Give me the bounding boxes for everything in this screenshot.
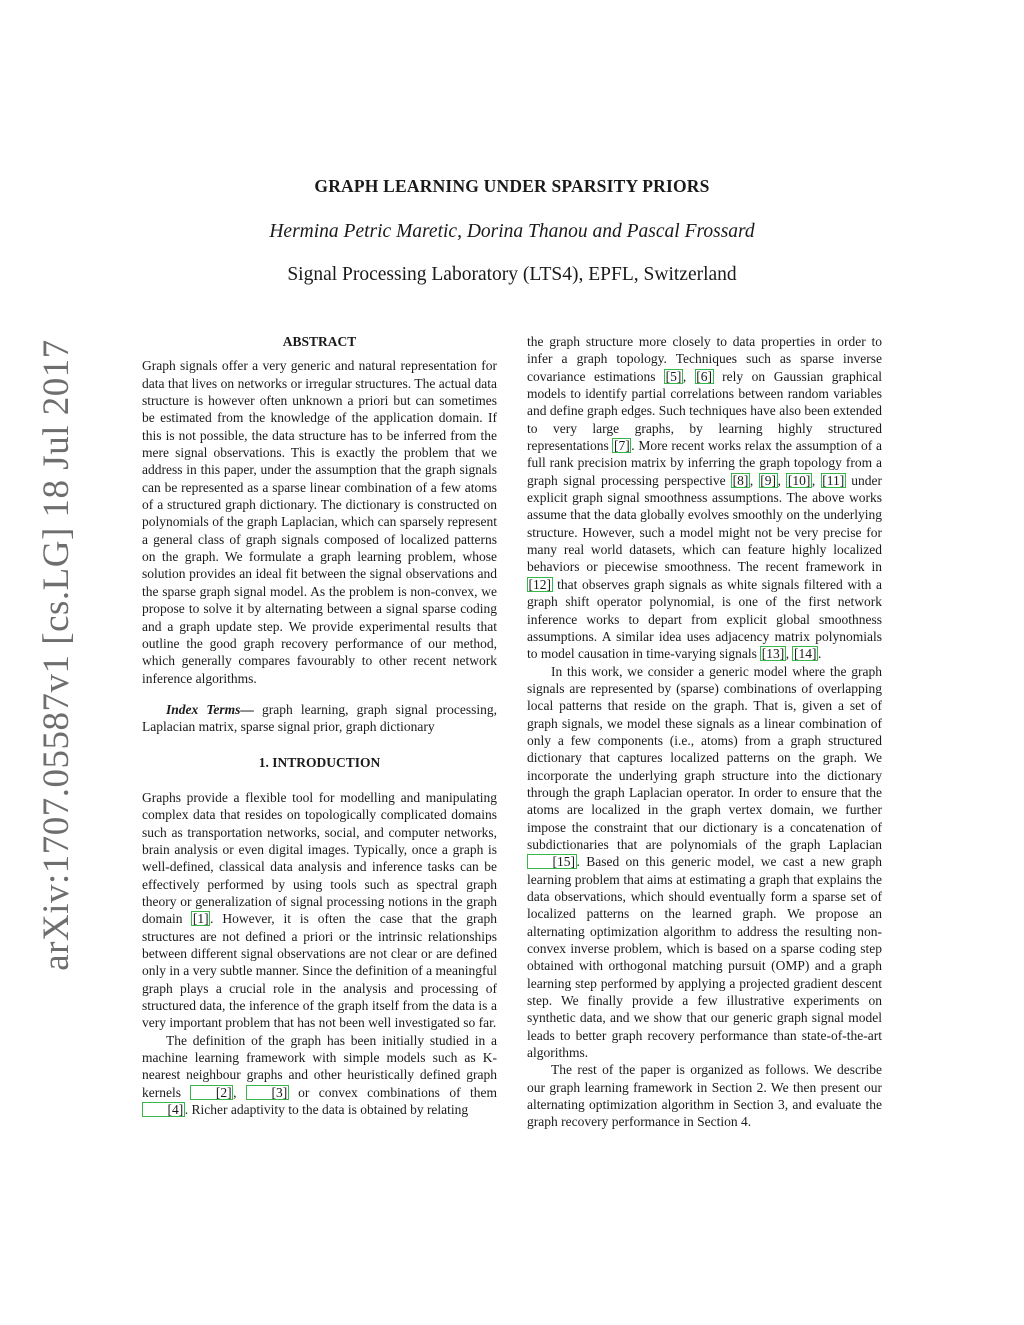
intro-paragraph-2 (142, 1032, 497, 1119)
intro-text: . More recent works relax the assumption of a full rank precision matrix by inferring the graph topology from a graph signal processing perspective (527, 438, 882, 488)
intro-text: or convex combinations of them (288, 1084, 497, 1100)
intro-text: . Based on this generic model, we cast a new graph learning problem that aims at estimating a graph that explains the data observations, which should eventually form a sparse set of localized patterns on the learned graph. We propose an alternating optimization algorithm to address the resulting non-convex inverse problem, which is based on a sparse coding step obtained with orthogonal matching pursuit (OMP) and a graph learning step performed by applying a projected gradient descent step. We finally provide a few illustrative experiments on synthetic data, and we show that our generic graph signal model leads to better graph recovery performance than state-of-the-art algorithms. (527, 854, 882, 1061)
right-column (527, 333, 882, 1131)
citation-link[interactable]: [5] (665, 368, 682, 384)
intro-paragraph-4 (527, 663, 882, 1062)
left-column (142, 333, 497, 1118)
citation-link[interactable]: [6] (696, 368, 713, 384)
citation-link[interactable]: [8] (732, 472, 749, 488)
citation-link[interactable]: [12] (528, 576, 551, 592)
citation-separator: , (785, 646, 793, 662)
intro-text: Graphs provide a flexible tool for modelling and manipulating complex data that resides on topologically complicated domains such as transportation networks, social, and computer networks, brain analysis or even digital images. Typically, once a graph is well-defined, classical data analysis and inference tasks can be effectively performed by using tools such as spectral graph theory or generalization of signal processing notions in the graph domain (142, 789, 497, 927)
author-list: Hermina Petric Maretic, Dorina Thanou and Pascal Frossard (269, 221, 755, 242)
intro-text: the graph structure more closely to data properties in order to infer a graph topology. Techniques such as sparse inverse covariance estimations (527, 334, 882, 384)
intro-text: . (817, 646, 822, 662)
intro-text: under explicit graph signal smoothness assumptions. The above works assume that the data globally evolves smoothly on the underlying structure. However, such a model might not be very precise for many real world datasets, which can feature highly localized behaviors or piecewise smoothness. The recent framework in (527, 472, 883, 575)
intro-paragraph-3 (527, 333, 882, 663)
citation-link[interactable]: [15] (527, 854, 577, 869)
citation-link[interactable]: [7] (613, 438, 630, 454)
citation-separator: , (682, 368, 695, 384)
citation-separator: , (233, 1084, 246, 1100)
affiliation: Signal Processing Laboratory (LTS4), EPFL, Switzerland (287, 264, 737, 285)
intro-paragraph-1 (142, 789, 497, 1032)
index-terms (142, 701, 497, 736)
citation-link[interactable]: [11] (822, 472, 845, 488)
intro-text: rely on Gaussian graphical models to identify partial correlations between random variables and define graph edges. Such techniques have also been extended to very large graphs, by learning highly structured representations (527, 368, 883, 454)
index-terms-label: Index Terms— (166, 701, 254, 717)
citation-separator: , (811, 472, 821, 488)
citation-link[interactable]: [10] (787, 472, 811, 488)
citation-separator: , (749, 472, 759, 488)
citation-link[interactable]: [1] (192, 911, 209, 927)
intro-text: In this work, we consider a generic model where the graph signals are represented by (sparse) combinations of overlapping local patterns that reside on the graph. That is, given a set of graph signals, we model these signals as a linear combination of only a few components (i.e., atoms) from a graph structured dictionary that captures localized patterns on the graph. We incorporate the underlying graph structure into the dictionary through the graph Laplacian operator. In order to ensure that the atoms are localized in the graph vertex domain, we further impose the constraint that our dictionary is a concatenation of subdictionaries that are polynomials of the graph Laplacian (527, 663, 882, 852)
paper-title: GRAPH LEARNING UNDER SPARSITY PRIORS (314, 176, 710, 196)
arxiv-stamp[interactable]: arXiv:1707.05587v1 [cs.LG] 18 Jul 2017 (36, 339, 77, 971)
intro-text: . Richer adaptivity to the data is obtained by relating (184, 1102, 469, 1118)
index-terms-text: graph learning, graph signal processing, Laplacian matrix, sparse signal prior, graph dictionary (142, 701, 497, 735)
citation-link[interactable]: [9] (760, 472, 777, 488)
citation-link[interactable]: [14] (793, 646, 817, 662)
abstract-heading: ABSTRACT (282, 334, 357, 349)
intro-heading: 1. INTRODUCTION (258, 754, 381, 770)
intro-text: that observes graph signals as white signals filtered with a graph shift operator polynomial, is one of the first network inference works to depart from explicit global smoothness assumptions. A similar idea uses adjacency matrix polynomials to model causation in time-varying signals (527, 576, 882, 662)
citation-link[interactable]: [13] (761, 646, 785, 662)
intro-text: The definition of the graph has been initially studied in a machine learning framework with simple models such as K-nearest neighbour graphs and other heuristically defined graph kernels (142, 1032, 497, 1100)
intro-paragraph-5: The rest of the paper is organized as follows. We describe our graph learning framework in Section 2. We then present our alternating optimization algorithm in Section 3, and evaluate the graph recovery performance in Section 4. (527, 1062, 882, 1130)
citation-separator: , (777, 472, 787, 488)
citation-link[interactable]: [4] (142, 1102, 185, 1117)
citation-link[interactable]: [3] (246, 1085, 289, 1100)
abstract-text: Graph signals offer a very generic and natural representation for data that lives on networks or irregular structures. The actual data structure is however often unknown a priori but can sometimes be estimated from the knowledge of the application domain. If this is not possible, the data structure has to be inferred from the mere signal observations. This is exactly the problem that we address in this paper, under the assumption that the graph signals can be represented as a sparse linear combination of a few atoms of a structured graph dictionary. The dictionary is constructed on polynomials of the graph Laplacian, which can sparsely represent a general class of graph signals composed of localized patterns on the graph. We formulate a graph learning problem, whose solution provides an ideal fit between the signal observations and the sparse graph signal model. As the problem is non-convex, we propose to solve it by alternating between a signal sparse coding and a graph update step. We provide experimental results that outline the good graph recovery performance of our method, which generally compares favourably to other recent network inference algorithms. (142, 358, 497, 686)
intro-text: . However, it is often the case that the graph structures are not defined a priori or the intrinsic relationships between different signal observations are not clear or are defined only in a very subtle manner. Since the definition of a meaningful graph plays a crucial role in the analysis and processing of structured data, the inference of the graph itself from the data is a very important problem that has not been well investigated so far. (142, 911, 497, 1031)
citation-link[interactable]: [2] (190, 1085, 233, 1100)
